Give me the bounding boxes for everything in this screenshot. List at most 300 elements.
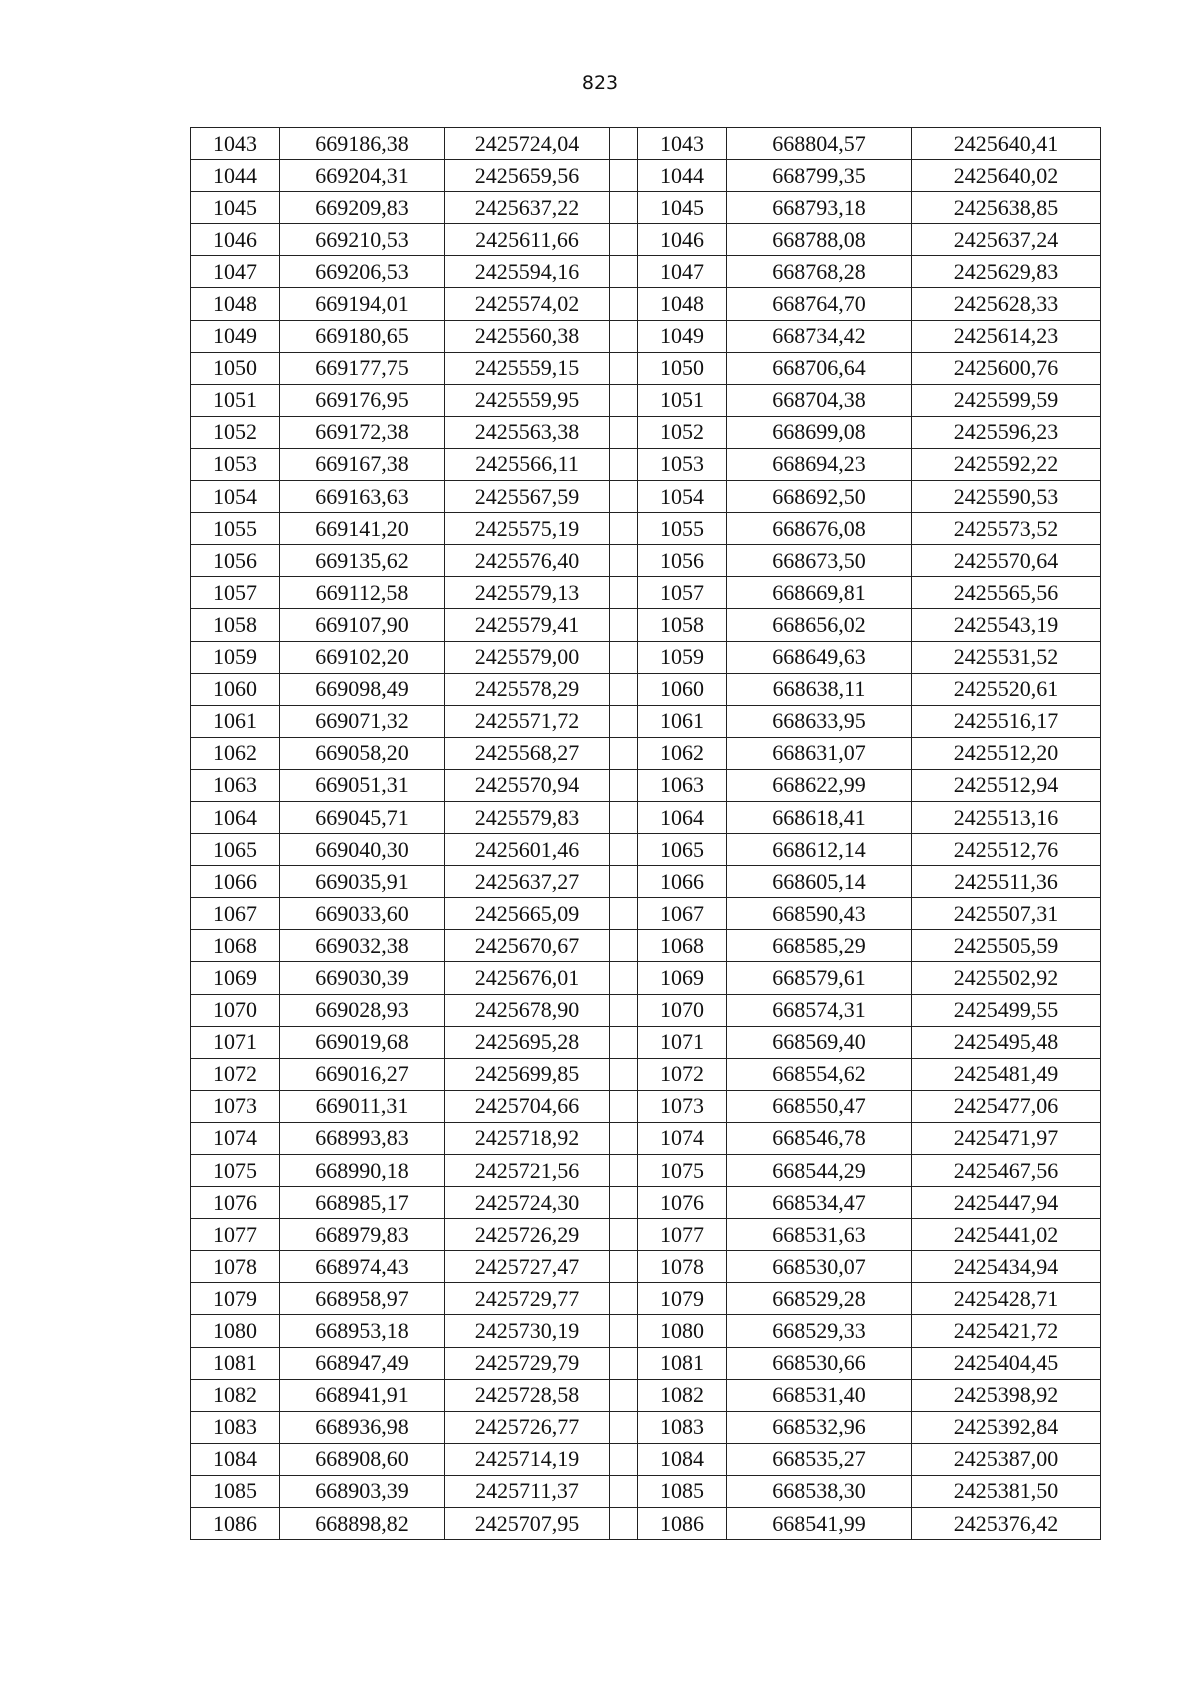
left-y-coordinate-cell: 2425571,72 (445, 705, 610, 737)
right-x-coordinate-cell: 668793,18 (727, 192, 912, 224)
right-x-coordinate-cell: 668532,96 (727, 1411, 912, 1443)
right-x-coordinate-cell: 668649,63 (727, 641, 912, 673)
spacer-cell (610, 1155, 638, 1187)
right-y-coordinate-cell: 2425516,17 (912, 705, 1101, 737)
table-row (191, 160, 1101, 192)
spacer-cell (610, 962, 638, 994)
right-y-coordinate-cell: 2425596,23 (912, 416, 1101, 448)
right-point-number-cell: 1058 (638, 609, 727, 641)
right-x-coordinate-cell: 668669,81 (727, 577, 912, 609)
right-y-coordinate-cell: 2425638,85 (912, 192, 1101, 224)
left-y-coordinate-cell: 2425730,19 (445, 1315, 610, 1347)
left-point-number-cell: 1071 (191, 1026, 280, 1058)
right-y-coordinate-cell: 2425381,50 (912, 1475, 1101, 1507)
right-point-number-cell: 1065 (638, 834, 727, 866)
left-point-number-cell: 1062 (191, 737, 280, 769)
spacer-cell (610, 192, 638, 224)
left-y-coordinate-cell: 2425566,11 (445, 448, 610, 480)
right-point-number-cell: 1061 (638, 705, 727, 737)
left-y-coordinate-cell: 2425637,27 (445, 866, 610, 898)
table-row (191, 1443, 1101, 1475)
spacer-cell (610, 128, 638, 160)
left-point-number-cell: 1081 (191, 1347, 280, 1379)
spacer-cell (610, 994, 638, 1026)
right-x-coordinate-cell: 668692,50 (727, 481, 912, 513)
spacer-cell (610, 1251, 638, 1283)
right-x-coordinate-cell: 668734,42 (727, 320, 912, 352)
right-x-coordinate-cell: 668544,29 (727, 1155, 912, 1187)
left-y-coordinate-cell: 2425678,90 (445, 994, 610, 1026)
left-x-coordinate-cell: 669107,90 (280, 609, 445, 641)
left-x-coordinate-cell: 668936,98 (280, 1411, 445, 1443)
spacer-cell (610, 801, 638, 833)
right-x-coordinate-cell: 668530,07 (727, 1251, 912, 1283)
right-x-coordinate-cell: 668622,99 (727, 769, 912, 801)
left-point-number-cell: 1047 (191, 256, 280, 288)
left-y-coordinate-cell: 2425726,29 (445, 1219, 610, 1251)
right-y-coordinate-cell: 2425434,94 (912, 1251, 1101, 1283)
right-y-coordinate-cell: 2425600,76 (912, 352, 1101, 384)
right-point-number-cell: 1077 (638, 1219, 727, 1251)
right-point-number-cell: 1044 (638, 160, 727, 192)
table-row (191, 1122, 1101, 1154)
spacer-cell (610, 1283, 638, 1315)
right-point-number-cell: 1074 (638, 1122, 727, 1154)
left-x-coordinate-cell: 669167,38 (280, 448, 445, 480)
spacer-cell (610, 352, 638, 384)
left-y-coordinate-cell: 2425727,47 (445, 1251, 610, 1283)
right-x-coordinate-cell: 668538,30 (727, 1475, 912, 1507)
right-y-coordinate-cell: 2425481,49 (912, 1058, 1101, 1090)
right-y-coordinate-cell: 2425570,64 (912, 545, 1101, 577)
left-point-number-cell: 1065 (191, 834, 280, 866)
right-y-coordinate-cell: 2425495,48 (912, 1026, 1101, 1058)
spacer-cell (610, 1411, 638, 1443)
table-row (191, 1026, 1101, 1058)
left-y-coordinate-cell: 2425567,59 (445, 481, 610, 513)
right-x-coordinate-cell: 668638,11 (727, 673, 912, 705)
left-point-number-cell: 1051 (191, 384, 280, 416)
right-point-number-cell: 1083 (638, 1411, 727, 1443)
table-row (191, 866, 1101, 898)
table-row (191, 737, 1101, 769)
right-y-coordinate-cell: 2425640,41 (912, 128, 1101, 160)
table-row (191, 1058, 1101, 1090)
right-y-coordinate-cell: 2425590,53 (912, 481, 1101, 513)
left-y-coordinate-cell: 2425670,67 (445, 930, 610, 962)
left-y-coordinate-cell: 2425676,01 (445, 962, 610, 994)
left-point-number-cell: 1049 (191, 320, 280, 352)
left-point-number-cell: 1066 (191, 866, 280, 898)
right-x-coordinate-cell: 668530,66 (727, 1347, 912, 1379)
left-x-coordinate-cell: 669033,60 (280, 898, 445, 930)
table-row (191, 641, 1101, 673)
left-y-coordinate-cell: 2425579,13 (445, 577, 610, 609)
right-y-coordinate-cell: 2425404,45 (912, 1347, 1101, 1379)
left-x-coordinate-cell: 669030,39 (280, 962, 445, 994)
left-x-coordinate-cell: 669204,31 (280, 160, 445, 192)
left-point-number-cell: 1084 (191, 1443, 280, 1475)
left-x-coordinate-cell: 669028,93 (280, 994, 445, 1026)
left-point-number-cell: 1057 (191, 577, 280, 609)
left-x-coordinate-cell: 669035,91 (280, 866, 445, 898)
left-x-coordinate-cell: 669045,71 (280, 801, 445, 833)
right-y-coordinate-cell: 2425398,92 (912, 1379, 1101, 1411)
left-x-coordinate-cell: 669172,38 (280, 416, 445, 448)
left-point-number-cell: 1083 (191, 1411, 280, 1443)
right-y-coordinate-cell: 2425512,94 (912, 769, 1101, 801)
left-point-number-cell: 1080 (191, 1315, 280, 1347)
left-y-coordinate-cell: 2425601,46 (445, 834, 610, 866)
right-point-number-cell: 1072 (638, 1058, 727, 1090)
right-x-coordinate-cell: 668541,99 (727, 1508, 912, 1540)
right-y-coordinate-cell: 2425467,56 (912, 1155, 1101, 1187)
left-point-number-cell: 1075 (191, 1155, 280, 1187)
left-y-coordinate-cell: 2425699,85 (445, 1058, 610, 1090)
spacer-cell (610, 1508, 638, 1540)
left-y-coordinate-cell: 2425718,92 (445, 1122, 610, 1154)
left-point-number-cell: 1045 (191, 192, 280, 224)
spacer-cell (610, 160, 638, 192)
right-x-coordinate-cell: 668612,14 (727, 834, 912, 866)
right-y-coordinate-cell: 2425387,00 (912, 1443, 1101, 1475)
spacer-cell (610, 769, 638, 801)
right-point-number-cell: 1060 (638, 673, 727, 705)
right-y-coordinate-cell: 2425376,42 (912, 1508, 1101, 1540)
table-row (191, 1155, 1101, 1187)
left-y-coordinate-cell: 2425729,77 (445, 1283, 610, 1315)
left-y-coordinate-cell: 2425559,15 (445, 352, 610, 384)
table-row (191, 545, 1101, 577)
right-point-number-cell: 1062 (638, 737, 727, 769)
table-row (191, 352, 1101, 384)
left-x-coordinate-cell: 668908,60 (280, 1443, 445, 1475)
left-y-coordinate-cell: 2425724,30 (445, 1187, 610, 1219)
right-y-coordinate-cell: 2425599,59 (912, 384, 1101, 416)
spacer-cell (610, 320, 638, 352)
table-row (191, 801, 1101, 833)
left-y-coordinate-cell: 2425724,04 (445, 128, 610, 160)
right-y-coordinate-cell: 2425531,52 (912, 641, 1101, 673)
left-point-number-cell: 1058 (191, 609, 280, 641)
table-row (191, 1090, 1101, 1122)
left-point-number-cell: 1082 (191, 1379, 280, 1411)
left-x-coordinate-cell: 669011,31 (280, 1090, 445, 1122)
left-x-coordinate-cell: 669135,62 (280, 545, 445, 577)
right-point-number-cell: 1048 (638, 288, 727, 320)
right-x-coordinate-cell: 668535,27 (727, 1443, 912, 1475)
right-x-coordinate-cell: 668534,47 (727, 1187, 912, 1219)
spacer-cell (610, 609, 638, 641)
right-y-coordinate-cell: 2425640,02 (912, 160, 1101, 192)
table-row (191, 1219, 1101, 1251)
right-x-coordinate-cell: 668529,33 (727, 1315, 912, 1347)
right-x-coordinate-cell: 668788,08 (727, 224, 912, 256)
left-point-number-cell: 1085 (191, 1475, 280, 1507)
right-x-coordinate-cell: 668618,41 (727, 801, 912, 833)
left-y-coordinate-cell: 2425728,58 (445, 1379, 610, 1411)
left-point-number-cell: 1048 (191, 288, 280, 320)
left-x-coordinate-cell: 669194,01 (280, 288, 445, 320)
right-point-number-cell: 1045 (638, 192, 727, 224)
table-row (191, 898, 1101, 930)
right-x-coordinate-cell: 668569,40 (727, 1026, 912, 1058)
right-x-coordinate-cell: 668673,50 (727, 545, 912, 577)
right-point-number-cell: 1054 (638, 481, 727, 513)
left-x-coordinate-cell: 669071,32 (280, 705, 445, 737)
table-row (191, 1251, 1101, 1283)
right-point-number-cell: 1063 (638, 769, 727, 801)
left-x-coordinate-cell: 668947,49 (280, 1347, 445, 1379)
right-y-coordinate-cell: 2425511,36 (912, 866, 1101, 898)
spacer-cell (610, 545, 638, 577)
spacer-cell (610, 1122, 638, 1154)
left-point-number-cell: 1076 (191, 1187, 280, 1219)
table-row (191, 1347, 1101, 1379)
right-y-coordinate-cell: 2425614,23 (912, 320, 1101, 352)
right-point-number-cell: 1069 (638, 962, 727, 994)
right-point-number-cell: 1076 (638, 1187, 727, 1219)
right-point-number-cell: 1070 (638, 994, 727, 1026)
left-point-number-cell: 1061 (191, 705, 280, 737)
left-x-coordinate-cell: 668903,39 (280, 1475, 445, 1507)
left-x-coordinate-cell: 669210,53 (280, 224, 445, 256)
left-x-coordinate-cell: 669186,38 (280, 128, 445, 160)
right-point-number-cell: 1043 (638, 128, 727, 160)
right-y-coordinate-cell: 2425513,16 (912, 801, 1101, 833)
right-point-number-cell: 1066 (638, 866, 727, 898)
spacer-cell (610, 930, 638, 962)
table-row (191, 192, 1101, 224)
right-point-number-cell: 1046 (638, 224, 727, 256)
right-x-coordinate-cell: 668550,47 (727, 1090, 912, 1122)
table-row (191, 769, 1101, 801)
spacer-cell (610, 481, 638, 513)
left-x-coordinate-cell: 669102,20 (280, 641, 445, 673)
right-x-coordinate-cell: 668631,07 (727, 737, 912, 769)
right-point-number-cell: 1079 (638, 1283, 727, 1315)
left-x-coordinate-cell: 668993,83 (280, 1122, 445, 1154)
right-y-coordinate-cell: 2425502,92 (912, 962, 1101, 994)
spacer-cell (610, 1475, 638, 1507)
right-x-coordinate-cell: 668585,29 (727, 930, 912, 962)
right-x-coordinate-cell: 668764,70 (727, 288, 912, 320)
left-y-coordinate-cell: 2425579,00 (445, 641, 610, 673)
left-y-coordinate-cell: 2425665,09 (445, 898, 610, 930)
right-point-number-cell: 1059 (638, 641, 727, 673)
right-x-coordinate-cell: 668531,63 (727, 1219, 912, 1251)
spacer-cell (610, 288, 638, 320)
left-point-number-cell: 1074 (191, 1122, 280, 1154)
left-x-coordinate-cell: 669209,83 (280, 192, 445, 224)
left-point-number-cell: 1073 (191, 1090, 280, 1122)
left-point-number-cell: 1069 (191, 962, 280, 994)
right-y-coordinate-cell: 2425629,83 (912, 256, 1101, 288)
table-row (191, 448, 1101, 480)
right-y-coordinate-cell: 2425573,52 (912, 513, 1101, 545)
spacer-cell (610, 705, 638, 737)
right-x-coordinate-cell: 668554,62 (727, 1058, 912, 1090)
right-y-coordinate-cell: 2425592,22 (912, 448, 1101, 480)
left-y-coordinate-cell: 2425611,66 (445, 224, 610, 256)
right-x-coordinate-cell: 668704,38 (727, 384, 912, 416)
spacer-cell (610, 898, 638, 930)
page-number: 823 (581, 72, 619, 94)
left-point-number-cell: 1079 (191, 1283, 280, 1315)
right-y-coordinate-cell: 2425520,61 (912, 673, 1101, 705)
right-x-coordinate-cell: 668799,35 (727, 160, 912, 192)
right-y-coordinate-cell: 2425477,06 (912, 1090, 1101, 1122)
table-row (191, 577, 1101, 609)
left-y-coordinate-cell: 2425594,16 (445, 256, 610, 288)
left-x-coordinate-cell: 669141,20 (280, 513, 445, 545)
right-point-number-cell: 1064 (638, 801, 727, 833)
table-row (191, 834, 1101, 866)
left-y-coordinate-cell: 2425568,27 (445, 737, 610, 769)
table-row (191, 1283, 1101, 1315)
left-x-coordinate-cell: 668898,82 (280, 1508, 445, 1540)
right-point-number-cell: 1067 (638, 898, 727, 930)
right-x-coordinate-cell: 668804,57 (727, 128, 912, 160)
right-point-number-cell: 1055 (638, 513, 727, 545)
left-x-coordinate-cell: 669051,31 (280, 769, 445, 801)
left-point-number-cell: 1046 (191, 224, 280, 256)
table-row (191, 705, 1101, 737)
left-point-number-cell: 1068 (191, 930, 280, 962)
left-point-number-cell: 1044 (191, 160, 280, 192)
left-y-coordinate-cell: 2425704,66 (445, 1090, 610, 1122)
left-point-number-cell: 1070 (191, 994, 280, 1026)
right-point-number-cell: 1078 (638, 1251, 727, 1283)
left-y-coordinate-cell: 2425637,22 (445, 192, 610, 224)
right-point-number-cell: 1057 (638, 577, 727, 609)
left-x-coordinate-cell: 668958,97 (280, 1283, 445, 1315)
spacer-cell (610, 416, 638, 448)
right-x-coordinate-cell: 668529,28 (727, 1283, 912, 1315)
left-point-number-cell: 1077 (191, 1219, 280, 1251)
right-point-number-cell: 1081 (638, 1347, 727, 1379)
left-y-coordinate-cell: 2425576,40 (445, 545, 610, 577)
right-x-coordinate-cell: 668546,78 (727, 1122, 912, 1154)
left-y-coordinate-cell: 2425695,28 (445, 1026, 610, 1058)
left-x-coordinate-cell: 669206,53 (280, 256, 445, 288)
table-row (191, 930, 1101, 962)
right-x-coordinate-cell: 668633,95 (727, 705, 912, 737)
spacer-cell (610, 513, 638, 545)
left-point-number-cell: 1052 (191, 416, 280, 448)
left-y-coordinate-cell: 2425659,56 (445, 160, 610, 192)
left-x-coordinate-cell: 669019,68 (280, 1026, 445, 1058)
spacer-cell (610, 224, 638, 256)
left-y-coordinate-cell: 2425575,19 (445, 513, 610, 545)
left-y-coordinate-cell: 2425729,79 (445, 1347, 610, 1379)
table-row (191, 288, 1101, 320)
left-point-number-cell: 1063 (191, 769, 280, 801)
table-row (191, 673, 1101, 705)
left-y-coordinate-cell: 2425707,95 (445, 1508, 610, 1540)
left-y-coordinate-cell: 2425578,29 (445, 673, 610, 705)
right-point-number-cell: 1085 (638, 1475, 727, 1507)
table-row (191, 128, 1101, 160)
left-x-coordinate-cell: 669177,75 (280, 352, 445, 384)
right-y-coordinate-cell: 2425637,24 (912, 224, 1101, 256)
right-point-number-cell: 1053 (638, 448, 727, 480)
left-point-number-cell: 1059 (191, 641, 280, 673)
right-y-coordinate-cell: 2425505,59 (912, 930, 1101, 962)
right-point-number-cell: 1071 (638, 1026, 727, 1058)
left-point-number-cell: 1064 (191, 801, 280, 833)
spacer-cell (610, 1443, 638, 1475)
left-y-coordinate-cell: 2425563,38 (445, 416, 610, 448)
right-point-number-cell: 1086 (638, 1508, 727, 1540)
spacer-cell (610, 641, 638, 673)
left-y-coordinate-cell: 2425721,56 (445, 1155, 610, 1187)
left-point-number-cell: 1050 (191, 352, 280, 384)
right-y-coordinate-cell: 2425565,56 (912, 577, 1101, 609)
right-point-number-cell: 1080 (638, 1315, 727, 1347)
table-row (191, 962, 1101, 994)
spacer-cell (610, 834, 638, 866)
right-y-coordinate-cell: 2425543,19 (912, 609, 1101, 641)
table-row (191, 416, 1101, 448)
right-y-coordinate-cell: 2425447,94 (912, 1187, 1101, 1219)
right-point-number-cell: 1050 (638, 352, 727, 384)
right-point-number-cell: 1047 (638, 256, 727, 288)
table-row (191, 1475, 1101, 1507)
right-point-number-cell: 1075 (638, 1155, 727, 1187)
table-row (191, 1508, 1101, 1540)
left-x-coordinate-cell: 668985,17 (280, 1187, 445, 1219)
spacer-cell (610, 1347, 638, 1379)
table-row (191, 1187, 1101, 1219)
right-y-coordinate-cell: 2425512,76 (912, 834, 1101, 866)
left-x-coordinate-cell: 668990,18 (280, 1155, 445, 1187)
right-x-coordinate-cell: 668574,31 (727, 994, 912, 1026)
left-y-coordinate-cell: 2425570,94 (445, 769, 610, 801)
left-x-coordinate-cell: 668953,18 (280, 1315, 445, 1347)
left-y-coordinate-cell: 2425574,02 (445, 288, 610, 320)
right-x-coordinate-cell: 668531,40 (727, 1379, 912, 1411)
left-x-coordinate-cell: 669058,20 (280, 737, 445, 769)
table-row (191, 1315, 1101, 1347)
right-y-coordinate-cell: 2425628,33 (912, 288, 1101, 320)
left-x-coordinate-cell: 669032,38 (280, 930, 445, 962)
right-point-number-cell: 1068 (638, 930, 727, 962)
right-point-number-cell: 1052 (638, 416, 727, 448)
right-point-number-cell: 1049 (638, 320, 727, 352)
spacer-cell (610, 577, 638, 609)
right-x-coordinate-cell: 668656,02 (727, 609, 912, 641)
right-y-coordinate-cell: 2425507,31 (912, 898, 1101, 930)
spacer-cell (610, 673, 638, 705)
left-y-coordinate-cell: 2425726,77 (445, 1411, 610, 1443)
right-y-coordinate-cell: 2425499,55 (912, 994, 1101, 1026)
spacer-cell (610, 1315, 638, 1347)
right-x-coordinate-cell: 668706,64 (727, 352, 912, 384)
left-x-coordinate-cell: 669163,63 (280, 481, 445, 513)
left-x-coordinate-cell: 668979,83 (280, 1219, 445, 1251)
spacer-cell (610, 1219, 638, 1251)
right-x-coordinate-cell: 668768,28 (727, 256, 912, 288)
spacer-cell (610, 448, 638, 480)
right-point-number-cell: 1051 (638, 384, 727, 416)
left-point-number-cell: 1053 (191, 448, 280, 480)
left-point-number-cell: 1055 (191, 513, 280, 545)
spacer-cell (610, 256, 638, 288)
left-x-coordinate-cell: 668941,91 (280, 1379, 445, 1411)
table-row (191, 609, 1101, 641)
spacer-cell (610, 1379, 638, 1411)
